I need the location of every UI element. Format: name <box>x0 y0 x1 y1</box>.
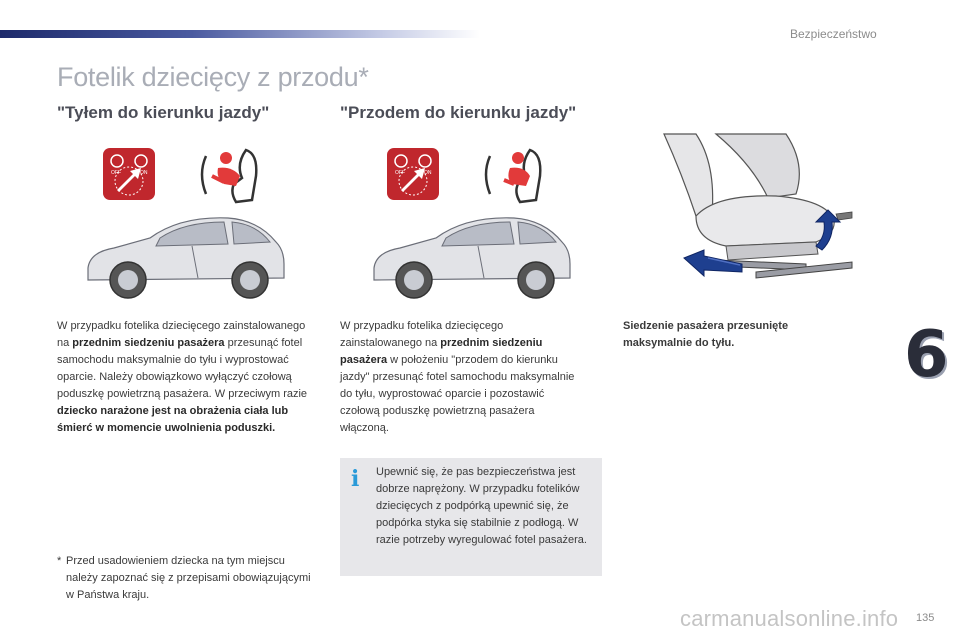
text-run-bold: przednim siedzeniu pasażera <box>72 337 225 349</box>
switch-off-label: OFF <box>111 170 121 176</box>
text-run: W przypadku fotelika dziecięcego zainstalowanego na <box>57 320 306 349</box>
arrow-back-icon <box>684 250 744 280</box>
airbag-switch-icon <box>103 148 155 200</box>
footnote <box>57 553 317 604</box>
watermark: carmanualsonline.info <box>680 606 899 631</box>
switch-on-label: ON <box>140 170 148 176</box>
footnote-marker: * <box>57 555 62 567</box>
heading-rear-facing: "Tyłem do kierunku jazdy" <box>57 103 270 122</box>
seat-caption: Siedzenie pasażera przesunięte maksymalnie do tyłu. <box>623 320 789 349</box>
text-run: W przypadku fotelika dziecięcego zainstalowanego na <box>340 320 504 349</box>
text-run-bold: dziecko narażone jest na obrażenia ciała lub śmierć w momencie uwolnienia poduszki. <box>57 405 289 434</box>
text-run-bold: przednim siedzeniu pasażera <box>340 337 543 366</box>
info-icon: i <box>351 466 360 492</box>
chapter-number: 6 <box>904 318 949 392</box>
front-facing-paragraph <box>340 318 585 437</box>
switch-on-label: ON <box>424 170 432 176</box>
heading-front-facing: "Przodem do kierunku jazdy" <box>340 103 577 122</box>
footnote-text: Przed usadowieniem dziecka na tym miejscu należy zapoznać się z przepisami obowiązującymi w Państwa kraju. <box>66 555 311 601</box>
info-text: Upewnić się, że pas bezpieczeństwa jest dobrze naprężony. W przypadku fotelików dziecięcych z podpórką upewnić się, że podpórka styka się stabilnie z podłogą. W razie potrzeby wyregulować fotel pasażera. <box>376 466 587 546</box>
airbag-switch-icon <box>387 148 439 200</box>
car-side-illustration <box>366 208 576 304</box>
section-label: Bezpieczeństwo <box>790 27 877 41</box>
header-gradient-bar <box>0 30 480 38</box>
car-side-illustration <box>80 208 290 304</box>
text-run: przesunąć fotel samochodu maksymalnie do tyłu i wyprostować oparcie. Należy obowiązkowo wyłączyć czołową poduszkę powietrzną pasażera. W przeciwym razie <box>57 337 308 400</box>
switch-off-label: OFF <box>395 170 405 176</box>
page-title: Fotelik dziecięcy z przodu* <box>57 62 369 92</box>
front-facing-child-seat-icon <box>480 146 556 208</box>
rear-facing-child-seat-icon <box>196 146 272 208</box>
page-number: 135 <box>916 612 935 624</box>
rear-facing-paragraph <box>57 318 319 437</box>
arrow-recline-icon <box>816 210 840 250</box>
text-run: w położeniu "przodem do kierunku jazdy" przesunąć fotel samochodu maksymalnie do tyłu, wyprostować oparcie i pozostawić czołową poduszkę powietrzną pasażera włączoną. <box>340 354 575 434</box>
info-box <box>340 458 602 576</box>
